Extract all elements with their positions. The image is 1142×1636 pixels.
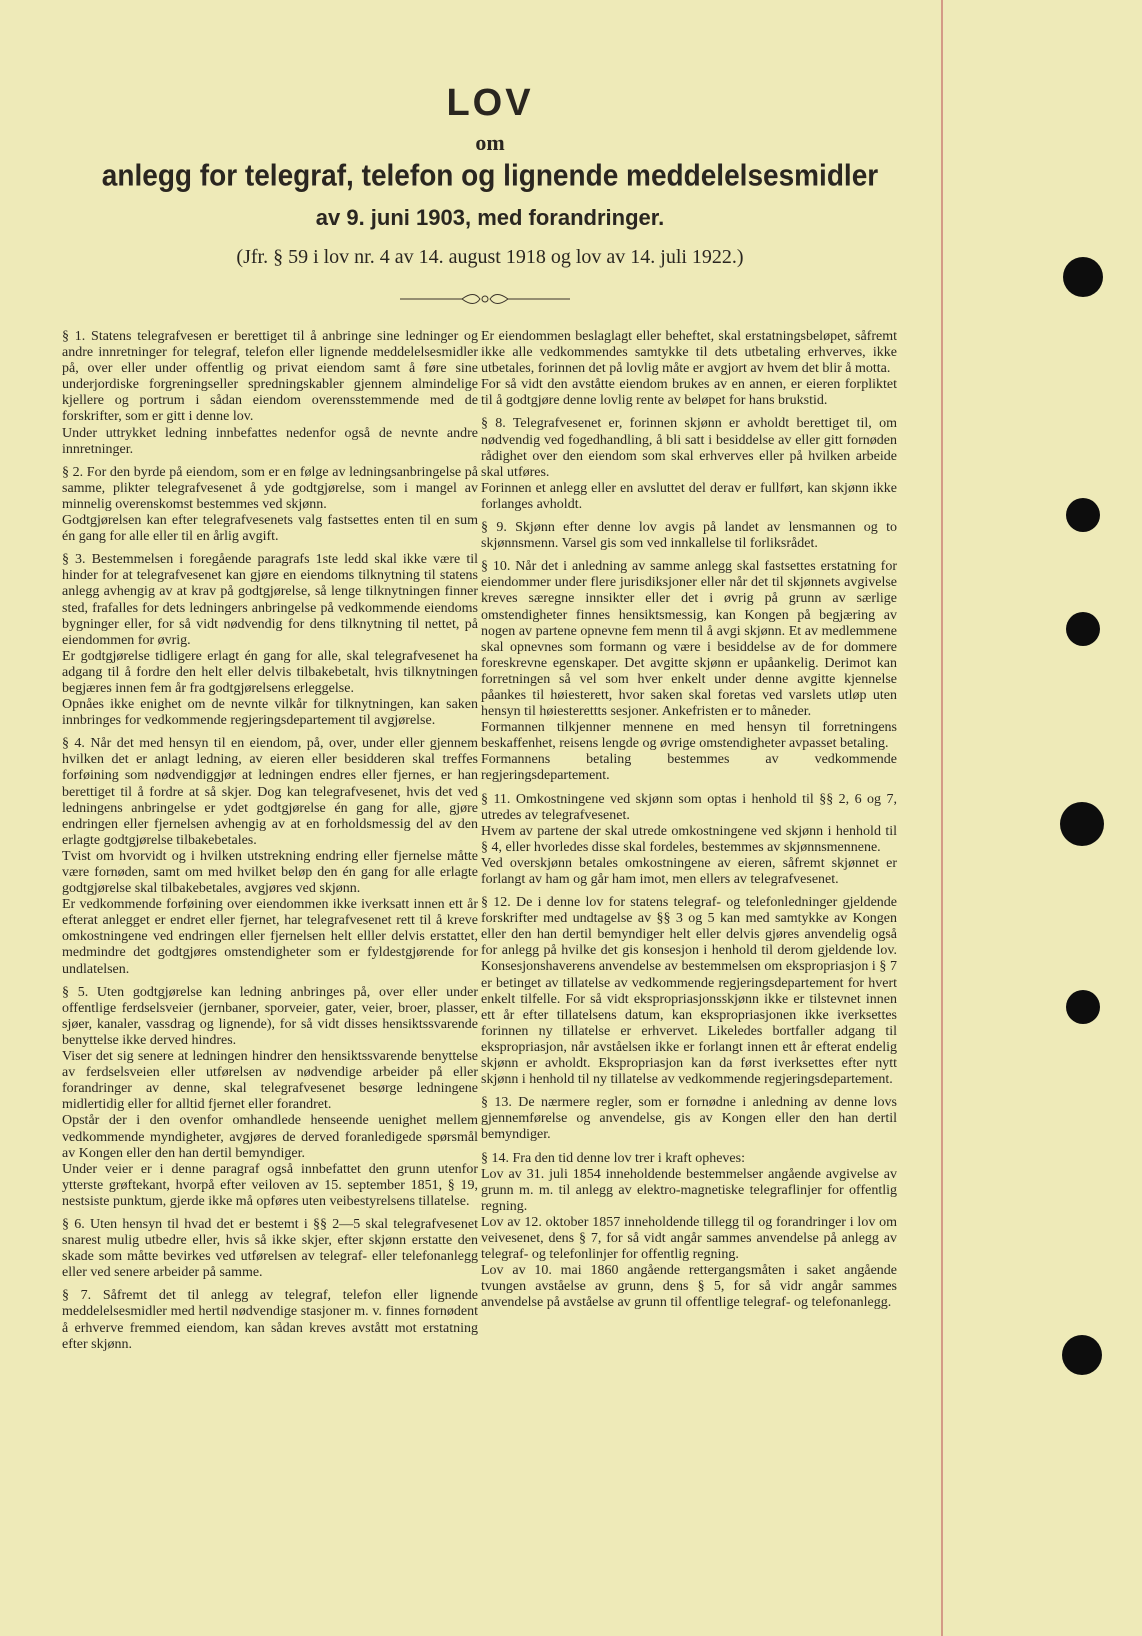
punch-hole-icon xyxy=(1066,990,1100,1024)
paragraph-8-b: Forinnen et anlegg eller en avsluttet del derav er fullført, kan skjønn ikke forlanges avholdt. xyxy=(481,480,897,512)
paragraph-11-b: Hvem av partene der skal utrede omkostningene ved skjønn i henhold til § 4, eller hvorledes disse skal fordeles, bestemmes av skjønnsmennene. xyxy=(481,823,897,855)
punch-hole-icon xyxy=(1066,498,1100,532)
paragraph-6: § 6. Uten hensyn til hvad det er bestemt i §§ 2—5 skal telegrafvesenet snarest mulig utbedre eller, hvis så ikke skjer, efter skjønn erstatte den skade som måtte bevirkes ved utførelsen av telegraf- eller telefonanlegg eller ved senere arbeider på samme. xyxy=(62,1216,478,1281)
paragraph-3-b: Er godtgjørelse tidligere erlagt én gang for alle, skal telegrafvesenet ha adgang til å fordre den helt eller delvis tilbakebetalt, hvis tilknytningen begjæres innen fem år fra godtgjørelsens erleggelse. xyxy=(62,648,478,696)
ornament-divider-icon xyxy=(400,292,570,306)
paragraph-9: § 9. Skjønn efter denne lov avgis på landet av lensmannen og to skjønnsmenn. Varsel gis som ved innkallelse til forliksrådet. xyxy=(481,520,897,552)
paragraph-2: § 2. For den byrde på eiendom, som er en følge av ledningsanbringelse på samme, plikter telegrafvesenet å yde godtgjørelse, som i mangel av minnelig overenskomst bestemmes ved skjønn. xyxy=(62,464,478,512)
paragraph-12: § 12. De i denne lov for statens telegraf- og telefonledninger gjeldende forskrifter med undtagelse av §§ 3 og 5 kan med samtykke av Kongen eller den han dertil bemyndiger helt eller delvis gjøres anvendelig også for anlegg på hvilke det gis konsesjon i henhold til derom gjeldende lov. Konsesjonshaverens anvendelse av bestemmelsen om ekspropriasjon i § 7 er betinget av tillatelse av vedkommende regjeringsdepartement for hvert enkelt tilfelle. For så vidt ekspropriasjonsskjønn ikke er tilstevnet innen ett år efter tillatelsens datum, kan ekspropriasjonen ikke iverksettes forinnen ny tillatelse er erhvervet. Likeledes bortfaller adgang til ekspropriasjon, når avståelsen ikke er forlangt innen ett år efterat endelig skjønn er avholdt. Ekspropriasjon kan da først iverksettes efter nytt skjønn i henhold til ny tillatelse av vedkommende regjeringsdepartement. xyxy=(481,895,897,1088)
paragraph-5-b: Viser det sig senere at ledningen hindrer den hensiktssvarende benyttelse av ferdselsveien eller utførelsen av nødvendige arbeider på eller forandringer av denne, skal telegrafvesenet besørge ledningene midlertidig eller for alltid fjernet eller forandret. xyxy=(62,1049,478,1113)
left-column xyxy=(62,329,478,1360)
paragraph-14-c: Lov av 12. oktober 1857 inneholdende tillegg til og forandringer i lov om veivesenet, dens § 7, for så vidt angår sammes anvendelse på anlegg av telegraf- og telefonlinjer for offentlig regning. xyxy=(481,1214,897,1263)
paragraph-7: § 7. Såfremt det til anlegg av telegraf, telefon eller lignende meddelelsesmidler med hertil nødvendige stasjoner m. v. finnes fornødent å erhverve fremmed eiendom, kan sådan kreves avstått mot erstatning efter skjønn. xyxy=(62,1288,478,1352)
paragraph-10-c: Formannens betaling bestemmes av vedkommende regjeringsdepartement. xyxy=(481,752,897,784)
paragraph-7-b: Er eiendommen beslaglagt eller beheftet, skal erstatningsbeløpet, såfremt ikke alle vedkommendes samtykke til dets utbetaling erhverves, ikke utbetales, forinnen det på lovlig måte er avgjort av hvem det blir å motta. xyxy=(481,329,897,377)
paragraph-10: § 10. Når det i anledning av samme anlegg skal fastsettes erstatning for eiendommer under flere jurisdiksjoner eller når det til skjønnets avgivelse kreves særegne innsikter eller det i øvrig på grunn av særlige omstendigheter finnes hensiktsmessig, kan Kongen på begjæring av nogen av partene opnevne fem menn til å avgi skjønn. Et av medlemmene skal opnevnes som formann og være i besiddelse av de for dommere foreskrevne egenskaper. Det avgitte skjønn er upåankelig. Derimot kan forretningen så vel som hver enkelt under denne avgitte kjennelse påankes til høiesterett, hvor saken skal foretas ved varslets utløp uten hensyn til høiesterettts sesjoner. Ankefristen er to måneder. xyxy=(481,559,897,720)
paragraph-5-c: Opstår der i den ovenfor omhandlede henseende uenighet mellem vedkommende myndigheter, avgjøres de derved foranledigede spørsmål av Kongen eller den han dertil bemyndiger. xyxy=(62,1113,478,1161)
paragraph-8: § 8. Telegrafvesenet er, forinnen skjønn er avholdt berettiget til, om nødvendig ved fogedhandling, å bli satt i besiddelse av eller gitt fornøden rådighet over den eiendom som skal erhverves eller på hvilken arbeide skal utføres. xyxy=(481,416,897,480)
punch-hole-icon xyxy=(1060,802,1104,846)
law-heading: LOV xyxy=(446,82,534,124)
law-title: anlegg for telegraf, telefon og lignende meddelelsesmidler xyxy=(101,158,879,193)
paragraph-14: § 14. Fra den tid denne lov trer i kraft opheves: xyxy=(481,1150,745,1166)
paragraph-2-b: Godtgjørelsen kan efter telegrafvesenets valg fastsettes enten til en sum én gang for alle eller til en årlig avgift. xyxy=(62,513,478,545)
paragraph-3-c: Opnåes ikke enighet om de nevnte vilkår for tilknytningen, kan saken innbringes for vedkommende regjeringsdepartement til avgjørelse. xyxy=(62,697,478,729)
paragraph-3: § 3. Bestemmelsen i foregående paragrafs 1ste ledd skal ikke være til hinder for at telegrafvesenet kan gjøre en eiendoms tilknytning til statens anlegg avhengig av at krav på godtgjørelse, så lenge tilknytningen finner sted, frafalles for dets ledningers anbringelse på vedkommende eiendoms bygninger eller, for så vidt nødvendig for dens tilknytning til nettet, på eiendommen for øvrig. xyxy=(62,552,478,648)
paragraph-4-c: Er vedkommende forføining over eiendommen ikke iverksatt innen ett år efterat anlegget er endret eller fjernet, har telegrafvesenet rett til å kreve omkostningene ved endringen eller fjernelsen helt elller delvis erstattet, medmindre det godtgjøres omstendigheter som er fyldestgjørende for undlatelsen. xyxy=(62,897,478,977)
paragraph-5: § 5. Uten godtgjørelse kan ledning anbringes på, over eller under offentlige ferdselsveier (jernbaner, sporveier, gater, veier, broer, plasser, sjøer, kanaler, vassdrag og lignende), for så vidt disses hensiktssvarende benyttelse ikke derved hindres. xyxy=(62,984,478,1048)
paragraph-14-b: Lov av 31. juli 1854 inneholdende bestemmelser angående avgivelse av grunn m. m. til anlegg av elektro-magnetiske telegraflinjer for offentlig regning. xyxy=(481,1166,897,1214)
paragraph-1-b: Under uttrykket ledning innbefattes nedenfor også de nevnte andre innretninger. xyxy=(62,425,478,457)
punch-hole-icon xyxy=(1066,612,1100,646)
law-date: av 9. juni 1903, med forandringer. xyxy=(315,205,665,230)
paragraph-4: § 4. Når det med hensyn til en eiendom, på, over, under eller gjennem hvilken det er anlagt ledning, av eieren eller besidderen skal treffes forføining som nødvendiggjør at ledningen endres eller fjernes, er han berettiget til å fordre at så skjer. Dog kan telegrafvesenet, hvis det ved ledningens anbringelse er ydet godtgjørelse én gang for alle, gjøre endringen eller fjernelsen avhengig av at en forholdsmessig del av den erlagte godtgjørelse tilbakebetales. xyxy=(62,736,478,848)
right-column xyxy=(481,329,897,1318)
law-reference: (Jfr. § 59 i lov nr. 4 av 14. august 1918 og lov av 14. juli 1922.) xyxy=(236,246,744,268)
paragraph-5-d: Under veier er i denne paragraf også innbefattet den grunn utenfor ytterste grøftekant, hvorpå efter veiloven av 15. september 1851, § 19, nestsiste punktum, gjerde ikke må opføres uten veibestyrelsens tillatelse. xyxy=(62,1161,478,1209)
paragraph-4-b: Tvist om hvorvidt og i hvilken utstrekning endring eller fjernelse måtte være fornøden, samt om med hvilket beløp den én gang for alle erlagte godtgjørelse skal tilbakebetales, avgjøres ved skjønn. xyxy=(62,848,478,897)
margin-rule xyxy=(941,0,943,1636)
paragraph-14-d: Lov av 10. mai 1860 angående rettergangsmåten i saket angående tvungen avståelse av grunn, dens § 5, for så vidr angår sammes anvendelse på avståelse av grunn til offentlige telegraf- og telefonanlegg. xyxy=(481,1263,897,1311)
paragraph-10-b: Formannen tilkjenner mennene en med hensyn til forretningens beskaffenhet, reisens lengde og øvrige omstendigheter avpasset betaling. xyxy=(481,720,897,752)
paragraph-11-c: Ved overskjønn betales omkostningene av eieren, såfremt skjønnet er forlangt av ham og går ham imot, men ellers av telegrafvesenet. xyxy=(481,855,897,887)
paragraph-7-c: For så vidt den avståtte eiendom brukes av en annen, er eieren forpliktet til å godtgjøre denne lovlig rente av beløpet for hans brukstid. xyxy=(481,377,897,409)
paragraph-13: § 13. De nærmere regler, som er fornødne i anledning av denne lovs gjennemførelse og anvendelse, gis av Kongen eller den han dertil bemyndiger. xyxy=(481,1095,897,1143)
paragraph-11: § 11. Omkostningene ved skjønn som optas i henhold til §§ 2, 6 og 7, utredes av telegrafvesenet. xyxy=(481,791,897,823)
punch-hole-icon xyxy=(1062,1335,1102,1375)
punch-hole-icon xyxy=(1063,257,1103,297)
paragraph-1: § 1. Statens telegrafvesen er berettiget til å anbringe sine ledninger og andre innretninger for telegraf, telefon eller lignende meddelelsesmidler på, over eller under offentlig og privat eiendom samt å føre sine underjordiske forgreningseller spredningskabler gjennem almindelige kjellere og portrum i sådan eiendom overensstemmende med de forskrifter, som er gitt i denne lov. xyxy=(62,329,478,425)
law-heading-om: om xyxy=(475,130,505,155)
